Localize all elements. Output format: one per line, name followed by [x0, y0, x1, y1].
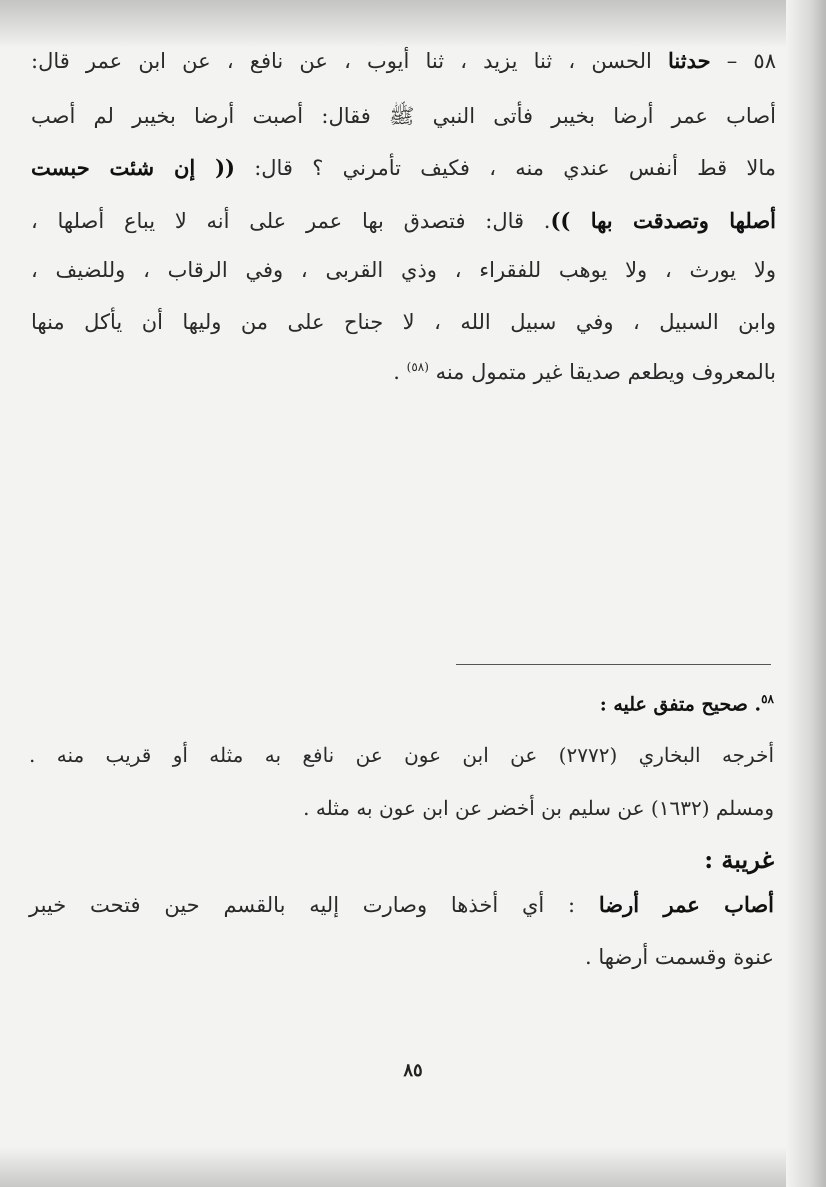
footnote-line-1 [29, 743, 774, 767]
gloss-text: : أي أخذها وصارت إليه بالقسم حين فتحت خيبر [29, 893, 599, 917]
hadith-narration-word: حدثنا [668, 48, 711, 73]
gloss-text: عنوة وقسمت أرضها . [585, 945, 774, 969]
hadith-text: ولا يورث ، ولا يوهب للفقراء ، وذي القربى ، وفي الرقاب ، وللضيف ، [31, 258, 776, 282]
hadith-text: وابن السبيل ، وفي سبيل الله ، لا جناح على من وليها أن يأكل منها [31, 310, 776, 334]
hadith-text: . [393, 360, 407, 384]
hadith-text: أصاب عمر أرضا بخيبر فأتى النبي ﷺ فقال: أصبت أرضا بخيبر لم أصب [31, 104, 776, 128]
gloss-line-2 [585, 945, 774, 969]
page-bottom-shadow [0, 1147, 826, 1187]
page-number: ٨٥ [403, 1060, 423, 1081]
footnote-separator [456, 664, 771, 665]
footnote-line-2 [303, 796, 774, 820]
footnote-text: ومسلم (١٦٣٢) عن سليم بن أخضر عن ابن عون به مثله . [303, 796, 774, 820]
hadith-line-5 [31, 258, 776, 282]
gloss-heading: غريبة : [704, 845, 774, 874]
hadith-number: ٥٨ – [710, 49, 776, 73]
hadith-text: مالا قط أنفس عندي منه ، فكيف تأمرني ؟ قال: [234, 156, 776, 180]
hadith-line-4 [31, 208, 776, 233]
gloss-term: أصاب عمر أرضا [598, 892, 775, 917]
hadith-line-6 [31, 310, 776, 334]
footnote-reference: (٥٨) [406, 360, 429, 374]
hadith-line-2 [31, 103, 776, 134]
footnote-text: أخرجه البخاري (٢٧٧٢) عن ابن عون عن نافع به مثله أو قريب منه . [29, 743, 775, 767]
footnote-marker: ٥٨ [761, 692, 774, 706]
footnote-title [600, 692, 774, 715]
gloss-line-1 [29, 892, 774, 917]
hadith-line-7 [31, 360, 776, 384]
hadith-text: بالمعروف ويطعم صديقا غير متمول منه [435, 360, 776, 384]
hadith-line-3 [31, 155, 776, 180]
hadith-chain-text: الحسن ، ثنا يزيد ، ثنا أيوب ، عن نافع ، عن ابن عمر قال: [31, 49, 668, 73]
prophet-speech: (( إن شئت حبست [31, 155, 235, 180]
hadith-line-1 [31, 48, 776, 73]
prophet-speech: أصلها وتصدقت بها )) [550, 208, 776, 233]
footnote-heading: . صحيح متفق عليه : [599, 693, 762, 716]
hadith-text: . قال: فتصدق بها عمر على أنه لا يباع أصلها ، [31, 209, 551, 233]
